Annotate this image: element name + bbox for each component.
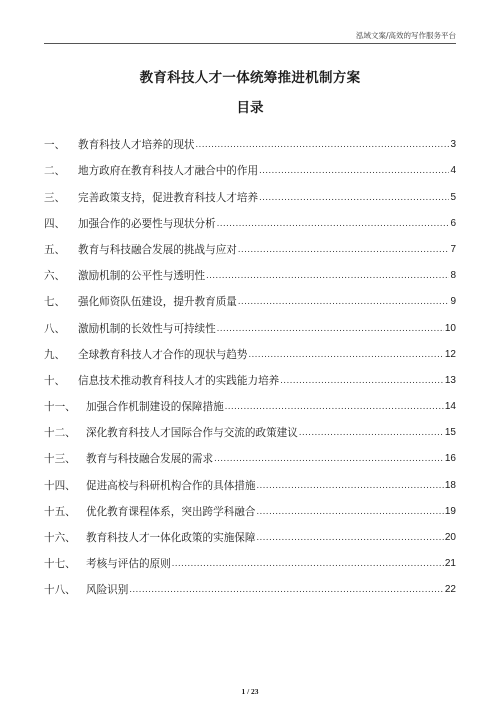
toc-entry-title: 强化师资队伍建设，提升教育质量 — [78, 296, 237, 309]
toc-entry-page: 22 — [444, 584, 456, 596]
toc-entry-page: 12 — [444, 348, 456, 360]
toc-entry-title: 激励机制的公平性与透明性 — [78, 270, 206, 283]
toc-entry-number: 三、 — [44, 191, 66, 204]
toc-dot-leader — [257, 505, 444, 519]
toc-dot-leader — [129, 583, 444, 597]
toc-entry-number: 十一、 — [44, 401, 76, 414]
toc-dot-leader — [217, 322, 444, 336]
toc-entry[interactable] — [44, 414, 456, 440]
page-indicator: 1 / 23 — [241, 687, 259, 696]
toc-dot-leader — [238, 295, 450, 309]
toc-dot-leader — [259, 164, 449, 178]
toc-entry-title: 促进高校与科研机构合作的具体措施 — [86, 479, 256, 492]
toc-entry-number: 二、 — [44, 165, 66, 178]
toc-entry-title: 优化教育课程体系，突出跨学科融合 — [86, 505, 256, 518]
toc-entry[interactable] — [44, 545, 456, 571]
toc-entry-page: 19 — [444, 505, 456, 517]
toc-entry[interactable] — [44, 466, 456, 492]
toc-dot-leader — [299, 426, 444, 440]
toc-entry-page: 10 — [444, 322, 456, 334]
header-text: 泓域文案/高效的写作服务平台 — [355, 31, 456, 40]
toc-dot-leader — [214, 452, 444, 466]
toc-entry[interactable] — [44, 257, 456, 283]
document-title: 教育科技人才一体统筹推进机制方案 — [139, 70, 361, 86]
toc-entry-page: 18 — [444, 479, 456, 491]
toc-entry-title: 教育科技人才培养的现状 — [78, 139, 195, 152]
toc-entry-number: 十三、 — [44, 453, 76, 466]
toc-entry-page: 9 — [450, 296, 456, 308]
toc-entry[interactable] — [44, 283, 456, 309]
toc-entry-number: 六、 — [44, 270, 66, 283]
toc-entry-number: 十六、 — [44, 532, 76, 544]
toc-dot-leader — [206, 269, 449, 283]
toc-entry-page: 5 — [450, 191, 456, 203]
toc-entry-page: 21 — [444, 558, 456, 570]
toc-entry-page: 7 — [450, 243, 456, 255]
toc-entry-title: 教育科技人才一体化政策的实施保障 — [86, 532, 256, 544]
toc-entry-title: 深化教育科技人才国际合作与交流的政策建议 — [86, 427, 298, 440]
toc-entry-number: 九、 — [44, 348, 66, 361]
toc-dot-leader — [172, 557, 444, 571]
header-divider — [44, 43, 456, 44]
toc-entry-page: 8 — [450, 270, 456, 282]
toc-entry-page: 4 — [450, 165, 456, 177]
toc-entry-title: 风险识别 — [86, 584, 129, 597]
toc-entry[interactable] — [44, 309, 456, 335]
toc-dot-leader — [196, 138, 450, 152]
toc-entry-number: 十、 — [44, 374, 66, 387]
toc-entry-title: 加强合作的必要性与现状分析 — [78, 217, 216, 230]
toc-entry-title: 加强合作机制建设的保障措施 — [86, 401, 224, 414]
toc-dot-leader — [259, 191, 449, 205]
toc-entry[interactable] — [44, 205, 456, 231]
toc-dot-leader — [225, 400, 444, 414]
toc-entry-title: 全球教育科技人才合作的现状与趋势 — [78, 348, 248, 361]
toc-dot-leader — [249, 348, 444, 362]
toc-entry[interactable] — [44, 231, 456, 257]
toc-entry-number: 十八、 — [44, 584, 76, 597]
toc-entry-number: 十二、 — [44, 427, 76, 440]
toc-dot-leader — [280, 374, 444, 388]
toc-entry[interactable] — [44, 126, 456, 152]
toc-entry-page: 16 — [444, 453, 456, 465]
toc-entry-title: 完善政策支持，促进教育科技人才培养 — [78, 191, 259, 204]
toc-entry[interactable] — [44, 152, 456, 178]
toc-dot-leader — [238, 243, 450, 257]
toc-dot-leader — [257, 479, 444, 493]
toc-entry-page: 14 — [444, 401, 456, 413]
toc-entry-number: 七、 — [44, 296, 66, 309]
toc-entry-title: 教育与科技融合发展的需求 — [86, 453, 214, 466]
toc-entry[interactable] — [44, 440, 456, 466]
toc-entry-number: 十四、 — [44, 479, 76, 492]
table-of-contents — [44, 126, 456, 597]
toc-entry[interactable] — [44, 571, 456, 597]
toc-dot-leader — [217, 217, 450, 231]
toc-entry[interactable] — [44, 178, 456, 204]
toc-entry-number: 一、 — [44, 139, 66, 152]
toc-entry-number: 八、 — [44, 322, 66, 335]
toc-entry[interactable] — [44, 493, 456, 519]
toc-entry-title: 信息技术推动教育科技人才的实践能力培养 — [78, 374, 280, 387]
toc-entry-title: 激励机制的长效性与可持续性 — [78, 322, 216, 335]
toc-dot-leader — [257, 531, 444, 545]
toc-heading: 目录 — [236, 100, 264, 116]
toc-entry-page: 20 — [444, 532, 456, 543]
toc-entry-number: 四、 — [44, 217, 66, 230]
toc-entry[interactable] — [44, 336, 456, 362]
toc-entry-number: 十七、 — [44, 558, 76, 571]
toc-entry-page: 3 — [450, 139, 456, 151]
toc-entry-title: 教育与科技融合发展的挑战与应对 — [78, 243, 237, 256]
toc-entry[interactable] — [44, 362, 456, 388]
toc-entry-page: 13 — [444, 374, 456, 386]
toc-entry-page: 15 — [444, 427, 456, 439]
toc-entry-title: 考核与评估的原则 — [86, 558, 171, 571]
toc-entry-number: 五、 — [44, 243, 66, 256]
toc-entry-number: 十五、 — [44, 505, 76, 518]
toc-entry-title: 地方政府在教育科技人才融合中的作用 — [78, 165, 259, 178]
toc-entry[interactable] — [44, 519, 456, 545]
toc-entry-page: 6 — [450, 217, 456, 229]
toc-entry[interactable] — [44, 388, 456, 414]
